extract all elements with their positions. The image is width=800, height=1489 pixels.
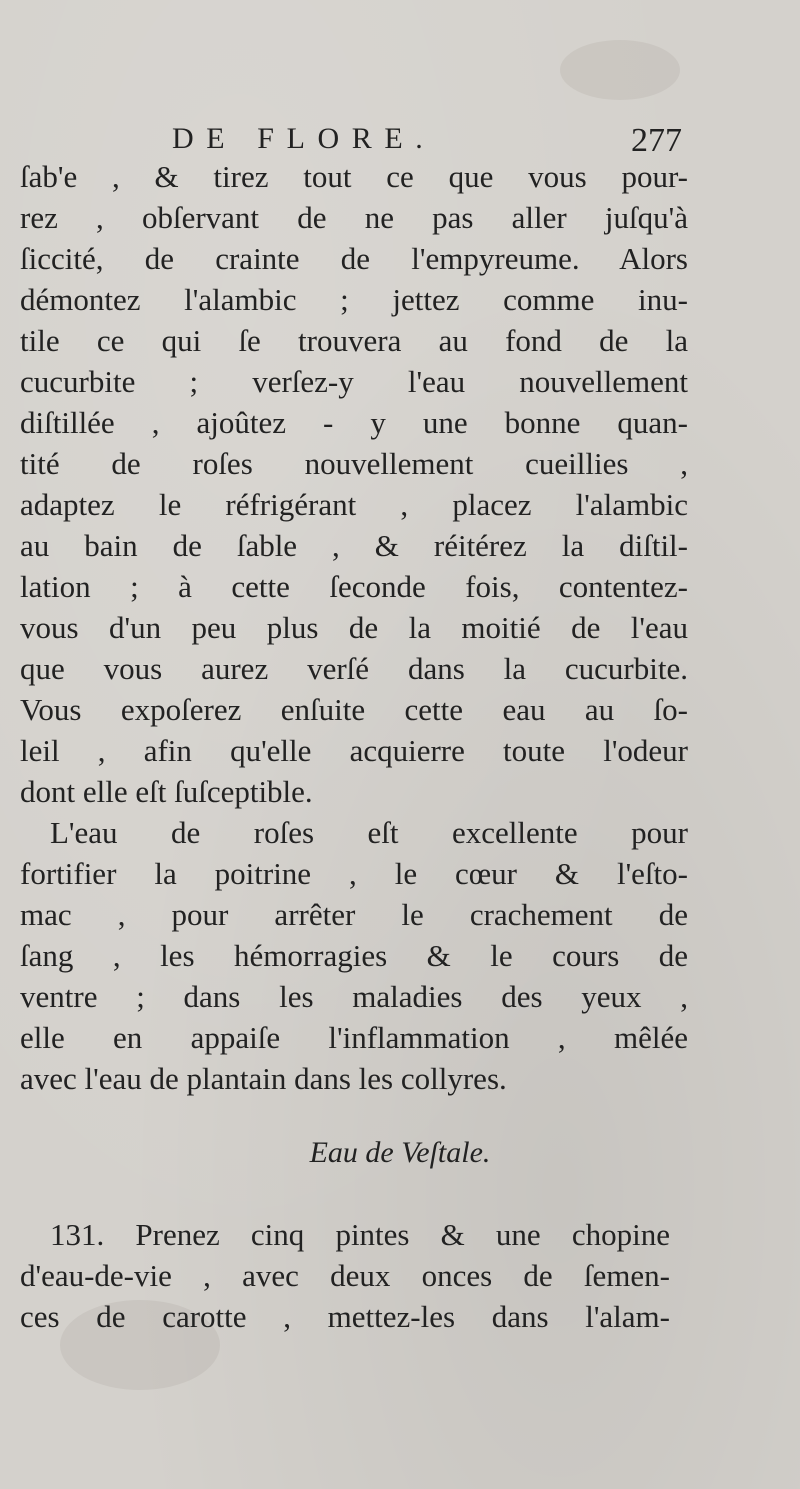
text-line: mac , pour arrêter le crachement de bbox=[20, 897, 688, 932]
body-text bbox=[20, 156, 688, 1099]
body-text-continued bbox=[20, 1214, 670, 1337]
text-line: dont elle eſt ſuſceptible. bbox=[20, 774, 313, 809]
text-line: ventre ; dans les maladies des yeux , bbox=[20, 979, 688, 1014]
text-line: L'eau de roſes eſt excellente pour bbox=[50, 815, 688, 850]
text-line: 131. Prenez cinq pintes & une chopine bbox=[50, 1217, 670, 1252]
text-line: elle en appaiſe l'inflammation , mêlée bbox=[20, 1020, 688, 1055]
text-line: Vous expoſerez enſuite cette eau au ſo- bbox=[20, 692, 688, 727]
text-line: ces de carotte , mettez-les dans l'alam- bbox=[20, 1299, 670, 1334]
text-line: diſtillée , ajoûtez - y une bonne quan- bbox=[20, 405, 688, 440]
paper-stain bbox=[560, 40, 680, 100]
text-line: rez , obſervant de ne pas aller juſqu'à bbox=[20, 200, 688, 235]
text-line: que vous aurez verſé dans la cucurbite. bbox=[20, 651, 688, 686]
text-line: ſang , les hémorragies & le cours de bbox=[20, 938, 688, 973]
page-number: 277 bbox=[631, 122, 682, 159]
text-line: tile ce qui ſe trouvera au fond de la bbox=[20, 323, 688, 358]
text-line: tité de roſes nouvellement cueillies , bbox=[20, 446, 688, 481]
text-line: avec l'eau de plantain dans les collyres. bbox=[20, 1061, 507, 1096]
text-line: d'eau-de-vie , avec deux onces de ſemen- bbox=[20, 1258, 670, 1293]
text-line: ſab'e , & tirez tout ce que vous pour- bbox=[20, 159, 688, 194]
text-line: adaptez le réfrigérant , placez l'alambic bbox=[20, 487, 688, 522]
text-line: fortifier la poitrine , le cœur & l'eſto- bbox=[20, 856, 688, 891]
text-line: leil , afin qu'elle acquierre toute l'odeur bbox=[20, 733, 688, 768]
text-line: ſiccité, de crainte de l'empyreume. Alors bbox=[20, 241, 688, 276]
text-line: démontez l'alambic ; jettez comme inu- bbox=[20, 282, 688, 317]
text-line: cucurbite ; verſez-y l'eau nouvellement bbox=[20, 364, 688, 399]
text-line: au bain de ſable , & réitérez la diſtil- bbox=[20, 528, 688, 563]
text-line: vous d'un peu plus de la moitié de l'eau bbox=[20, 610, 688, 645]
running-title: DE FLORE. bbox=[172, 122, 436, 155]
section-heading: Eau de Veſtale. bbox=[309, 1136, 491, 1169]
text-line: lation ; à cette ſeconde fois, contentez- bbox=[20, 569, 688, 604]
